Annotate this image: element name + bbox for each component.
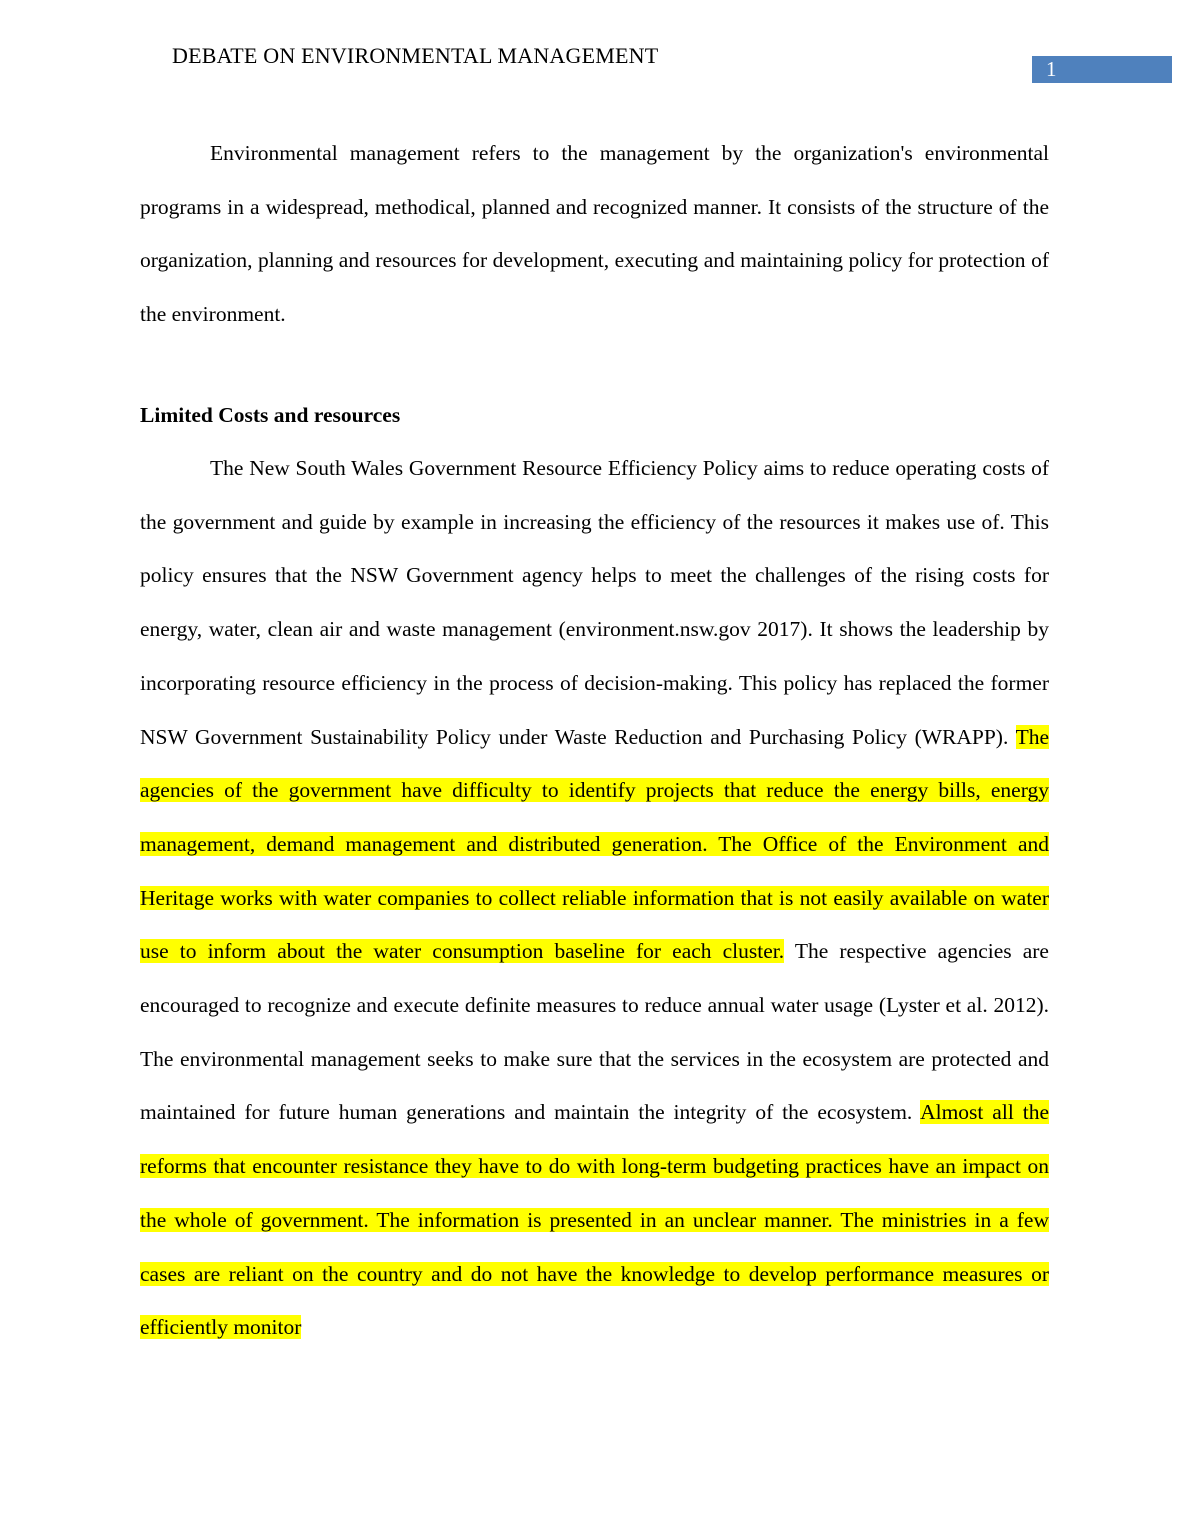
body-paragraph <box>140 442 1049 1355</box>
section-heading: Limited Costs and resources <box>140 403 401 427</box>
intro-paragraph <box>140 127 1049 342</box>
highlighted-text-segment: Almost all the reforms that encounter resistance they have to do with long-term budgeting practices have an impact on the whole of government. The information is presented in an unclear manner. The ministries in a few cases are reliant on the country and do not have the knowledge to develop performance measures or efficiently monitor <box>140 1100 1049 1340</box>
body-text-segment: The respective agencies are encouraged to recognize and execute definite measures to reduce annual water usage (Lyster et al. 2012). The environmental management seeks to make sure that the services in the ecosystem are protected and maintained for future human generations and maintain the integrity of the ecosystem. <box>140 939 1049 1125</box>
running-header-title: DEBATE ON ENVIRONMENTAL MANAGEMENT <box>172 43 659 68</box>
intro-paragraph-text: Environmental management refers to the management by the organization's environmental programs in a widespread, methodical, planned and recognized manner. It consists of the structure of the organization, planning and resources for development, executing and maintaining policy for protection of the environment. <box>140 141 1049 327</box>
body-text-segment: The New South Wales Government Resource Efficiency Policy aims to reduce operating costs of the government and guide by example in increasing the efficiency of the resources it makes use of. This policy ensures that the NSW Government agency helps to meet the challenges of the rising costs for energy, water, clean air and waste management (environment.nsw.gov 2017). It shows the leadership by incorporating resource efficiency in the process of decision-making. This policy has replaced the former NSW Government Sustainability Policy under Waste Reduction and Purchasing Policy (WRAPP). <box>140 456 1049 749</box>
highlighted-text-segment: The agencies of the government have difficulty to identify projects that reduce the energy bills, energy management, demand management and distributed generation. The Office of the Environment and Heritage works with water companies to collect reliable information that is not easily available on water use to inform about the water consumption baseline for each cluster. <box>140 724 1049 964</box>
page-number: 1 <box>1032 56 1172 83</box>
